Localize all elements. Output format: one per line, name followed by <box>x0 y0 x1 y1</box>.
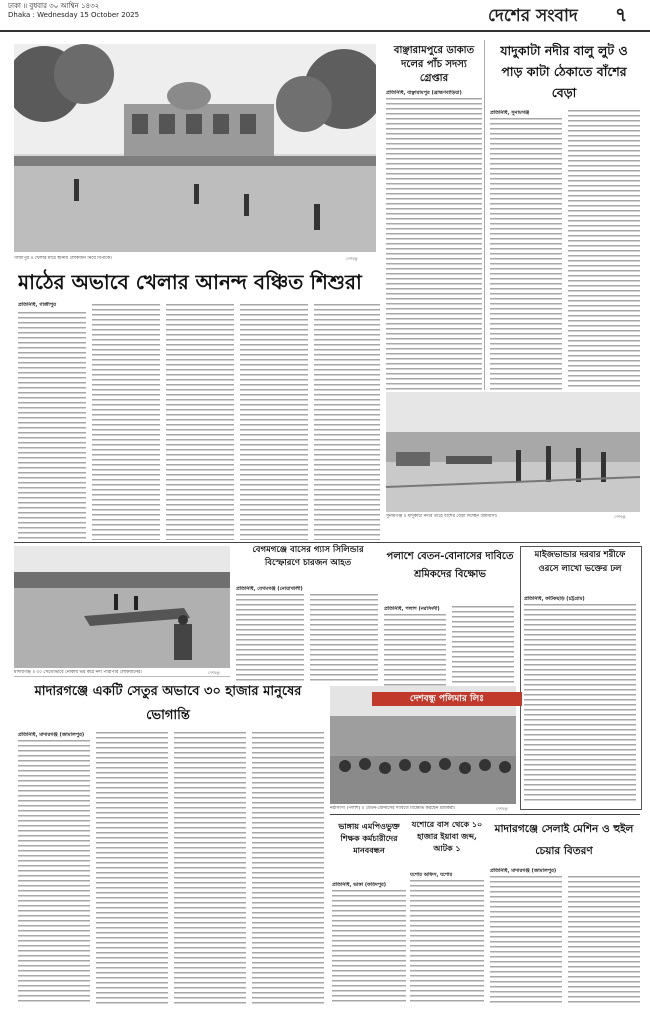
robbery-byline: প্রতিনিধি, বাঞ্ছারামপুর (ব্রাহ্মণবাড়িয়া) <box>386 90 462 96</box>
gas-byline: প্রতিনিধি, বেগমগঞ্জ (নোয়াখালী) <box>236 586 303 592</box>
robbery-headline: বাঞ্ছারামপুরে ডাকাত দলের পাঁচ সদস্য গ্রেপ্তার <box>393 45 475 84</box>
yaba-headline: যশোরে বাস থেকে ১০ হাজার ইয়াবা জব্দ, আটক ১ <box>411 819 483 853</box>
bridge-column-3 <box>174 732 246 1004</box>
field-column-2 <box>92 304 160 540</box>
palash-headline-text: পলাশে বেতন-বোনাসের দাবিতে শ্রমিকদের বিক্ষোভ <box>386 551 514 580</box>
palash-byline: প্রতিনিধি, পলাশ (নরসিংদী) <box>384 606 440 612</box>
sand-column-2 <box>568 110 640 390</box>
sewing-headline: মাদারগঞ্জে সেলাই মেশিন ও হুইল চেয়ার বিতরণ <box>494 823 634 857</box>
sand-photo-caption: সুনামগঞ্জ ॥ যাদুকাটা নদীর তীরে বাঁশের বেড়া দিচ্ছেন গ্রামবাসী। <box>386 514 498 519</box>
yaba-body <box>410 880 484 1004</box>
field-column-4 <box>240 304 308 540</box>
field-byline: প্রতিনিধি, গাজীপুর <box>18 302 56 308</box>
date-line <box>8 2 139 20</box>
mazar-byline: প্রতিনিধি, ফটিকছড়ি (চট্টগ্রাম) <box>524 596 585 602</box>
bridge-photo <box>14 546 230 668</box>
field-photo-caption: গাজীপুর ॥ খেলার মাঠে স্থানীয় লোকজন নিয়ে বিপাকে। <box>14 256 112 261</box>
field-column-3 <box>166 304 234 540</box>
sand-headline: যাদুকাটা নদীর বালু লুট ও পাড় কাটা ঠেকাতে বাঁশের বেড়া <box>500 43 628 100</box>
bridge-byline: প্রতিনিধি, মাদারগঞ্জ (জামালপুর) <box>18 732 85 738</box>
mazar-headline: মাইজভান্ডার দরবার শরীফে ওরসে লাখো ভক্তের ঢল <box>534 550 626 574</box>
sand-photo-credit: দেশবন্ধু <box>614 514 626 519</box>
palash-sign-text: দেশবন্ধু পলিমার লিঃ <box>372 692 522 706</box>
field-photo <box>14 44 376 252</box>
gas-column-2 <box>310 594 378 682</box>
field-column-1 <box>18 312 86 540</box>
bridge-photo-caption: মাদারগঞ্জ ॥ ৩০ সেতোভাবে নৌকায় ভর করে নদী পারাপার লোকজনের। <box>14 670 142 675</box>
bridge-column-2 <box>96 732 168 1004</box>
teachers-body <box>332 890 406 1004</box>
sewing-column-1 <box>490 876 562 1004</box>
field-photo-credit: দেশবন্ধু <box>346 256 358 261</box>
palash-column-2 <box>452 606 514 694</box>
teachers-headline: ভাঙ্গায় এমপিওভুক্ত শিক্ষক কর্মচারীদের মানববন্ধন <box>338 821 400 855</box>
field-photo-illustration <box>14 44 376 252</box>
field-headline: মাঠের অভাবে খেলার আনন্দ বঞ্চিত শিশুরা <box>18 270 362 294</box>
bridge-photo-illustration <box>14 546 230 668</box>
sewing-column-2 <box>568 876 640 1004</box>
yaba-byline: যশোর অফিস, যশোর <box>410 872 453 878</box>
bridge-column-4 <box>252 732 324 1004</box>
bridge-headline: মাদারগঞ্জে একটি সেতুর অভাবে ৩০ হাজার মানুষের ভোগান্তি <box>34 684 302 723</box>
sewing-byline: প্রতিনিধি, মাদারগঞ্জ (জামালপুর) <box>490 868 557 874</box>
gas-column-1 <box>236 594 304 682</box>
sand-byline: প্রতিনিধি, সুনামগঞ্জ <box>490 110 530 116</box>
date-bangla: ঢাকা ॥ বুধবার ৩০ আশ্বিন ১৪৩২ <box>8 2 100 10</box>
sand-photo-illustration <box>386 392 640 512</box>
gas-headline: বেগমগঞ্জে বাসের গ্যাস সিলিন্ডার বিস্ফোরণে চারজন আহত <box>252 545 364 568</box>
date-english: Dhaka : Wednesday 15 October 2025 <box>8 11 140 19</box>
palash-column-1 <box>384 614 446 694</box>
page-header <box>0 0 650 32</box>
palash-photo-credit: দেশবন্ধু <box>496 806 508 811</box>
page-number: ৭ <box>615 4 628 26</box>
robbery-body <box>386 98 482 390</box>
sand-column-1 <box>490 118 562 390</box>
mazar-body <box>524 604 636 804</box>
teachers-byline: প্রতিনিধি, ভাঙ্গা (ফরিদপুর) <box>332 882 387 888</box>
masthead-title: দেশের সংবাদ <box>488 6 578 26</box>
bridge-photo-credit: দেশবন্ধু <box>208 670 220 675</box>
field-column-5 <box>314 304 380 540</box>
sand-photo <box>386 392 640 512</box>
bridge-column-1 <box>18 740 90 1004</box>
palash-photo-caption: নরসিংদী (পলাশ) ॥ বেতন-বোনাসের দাবিতে বিক্ষোভ করছেন শ্রমিকরা। <box>330 806 456 811</box>
